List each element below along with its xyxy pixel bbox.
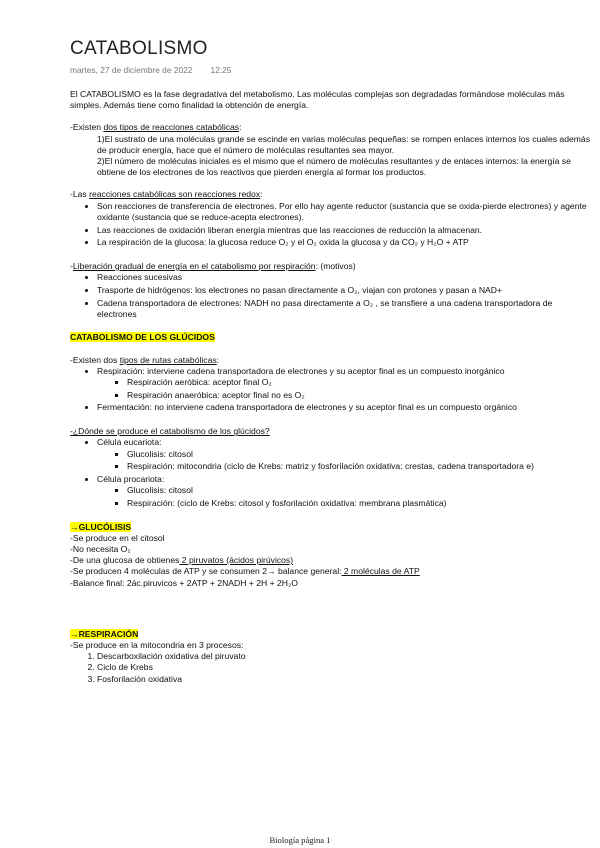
respiracion-intro: -Se produce en la mitocondria en 3 procesos:	[70, 640, 244, 651]
page-footer: Biología página 1	[269, 835, 331, 845]
donde-heading: -¿Dónde se produce el catabolismo de los glúcidos?	[70, 426, 270, 437]
proca-sublist	[97, 485, 590, 509]
list-item: ▪ Respiración aeróbica: aceptor final O₂	[127, 377, 590, 388]
page-title: CATABOLISMO	[70, 38, 208, 59]
list-item: • Son reacciones de transferencia de electrones. Por ello hay agente reductor (sustancia que se oxida-pierde electrones) y agente oxidante (sustancia que se reduce-acepta electrones).	[97, 201, 590, 223]
list-item: ▪ Glucolisis: citosol	[127, 485, 590, 496]
list-item: • Trasporte de hidrógenos: los electrones no pasan directamente a O₂, viajan con protones y pasan a NAD+	[97, 285, 590, 296]
list-item: ▪ Respiración anaeróbica: aceptor final no es O₂	[127, 390, 590, 401]
list-item: ▪ Respiración: (ciclo de Krebs: citosol y fosforilación oxidativa: membrana plasmática)	[127, 498, 590, 509]
list-item: • La respiración de la glucosa: la glucosa reduce O₂ y el O₂ oxida la glucosa y da CO₂ y H₂O + ATP	[97, 237, 590, 248]
page-meta	[70, 65, 231, 75]
list-item: • Célula eucariota: ▪ Glucolisis: citosol ▪ Respiración: mitocondria (ciclo de Krebs: matriz y fosforilación oxidativa: crestas, cadena transportadora e)	[97, 437, 590, 472]
list-item: • Respiración: interviene cadena transportadora de electrones y su aceptor final es un compuesto inorgánico ▪ Respiración aeróbica: aceptor final O₂ ▪ Respiración anaeróbica: aceptor final no es O₂	[97, 366, 590, 401]
glucolisis-line: -De una glucosa de obtienes 2 piruvatos (ácidos pirúvicos)	[70, 555, 294, 566]
list-item: • Cadena transportadora de electrones: NADH no pasa directamente a O₂ , se transfiere a una cadena transportadora de electrones	[97, 298, 590, 320]
liberacion-heading: -Liberación gradual de energía en el catabolismo por respiración: (motivos)	[70, 260, 356, 271]
intro-paragraph: El CATABOLISMO es la fase degradativa del metabolismo. Las moléculas complejas son degradadas formándose moléculas más simples. Además tiene como finalidad la obtención de energía.	[70, 89, 565, 111]
list-item: • Reacciones sucesivas	[97, 272, 590, 283]
list-item: ▪ Glucolisis: citosol	[127, 449, 590, 460]
tipos-item-1: 1)El sustrato de una moléculas grande se escinde en varias moléculas pequeñas: se rompen enlaces internos los cuales además de producir energía, hace que el número de moléculas resultantes sea mayor.	[97, 133, 590, 155]
list-item: • Célula procariota: ▪ Glucolisis: citosol ▪ Respiración: (ciclo de Krebs: citosol y fosforilación oxidativa: membrana plasmática)	[97, 474, 590, 509]
glucolisis-line: -Se producen 4 moléculas de ATP y se consumen 2→ balance general: 2 moléculas de ATP	[70, 566, 420, 577]
glucidos-heading: CATABOLISMO DE LOS GLÚCIDOS	[70, 332, 215, 343]
glucolisis-heading: →GLUCÓLISIS	[70, 521, 132, 532]
redox-list	[70, 201, 590, 249]
list-item: • Las reacciones de oxidación liberan energía mientras que las reacciones de reducción la almacenan.	[97, 225, 590, 236]
list-item: • Fermentación: no interviene cadena transportadora de electrones y su aceptor final es un compuesto orgánico	[97, 402, 590, 413]
page-date: martes, 27 de diciembre de 2022	[70, 65, 193, 75]
resp-sublist	[97, 377, 590, 401]
list-item: 1. Descarboxilación oxidativa del piruvato	[97, 651, 590, 662]
rutas-heading: -Existen dos tipos de rutas catabólicas:	[70, 354, 220, 365]
note-body	[70, 89, 590, 685]
liberacion-list	[70, 272, 590, 320]
list-item: 3. Fosforilación oxidativa	[97, 674, 590, 685]
list-item: ▪ Respiración: mitocondria (ciclo de Krebs: matriz y fosforilación oxidativa: crestas, cadena transportadora e)	[127, 461, 590, 472]
tipos-heading: -Existen dos tipos de reacciones catabólicas:	[70, 122, 242, 133]
page-time: 12:25	[210, 65, 232, 75]
rutas-list	[70, 366, 590, 414]
respiracion-steps	[70, 651, 590, 685]
glucolisis-line: -Balance final: 2ác.piruvicos + 2ATP + 2NADH + 2H + 2H₂O	[70, 577, 298, 588]
list-item: 2. Ciclo de Krebs	[97, 662, 590, 673]
respiracion-heading: →RESPIRACIÓN	[70, 628, 139, 639]
glucolisis-line: -No necesita O₂	[70, 544, 131, 554]
glucolisis-line: -Se produce en el citosol	[70, 532, 165, 543]
euca-sublist	[97, 449, 590, 473]
donde-list	[70, 437, 590, 509]
redox-heading: -Las reacciones catabólicas son reacciones redox:	[70, 189, 263, 200]
tipos-item-2: 2)El número de moléculas iniciales es el mismo que el número de moléculas resultantes y de enlaces internos: la energía se obtiene de los electrones de los reactivos que pierden energía al formar los productos.	[97, 156, 571, 178]
